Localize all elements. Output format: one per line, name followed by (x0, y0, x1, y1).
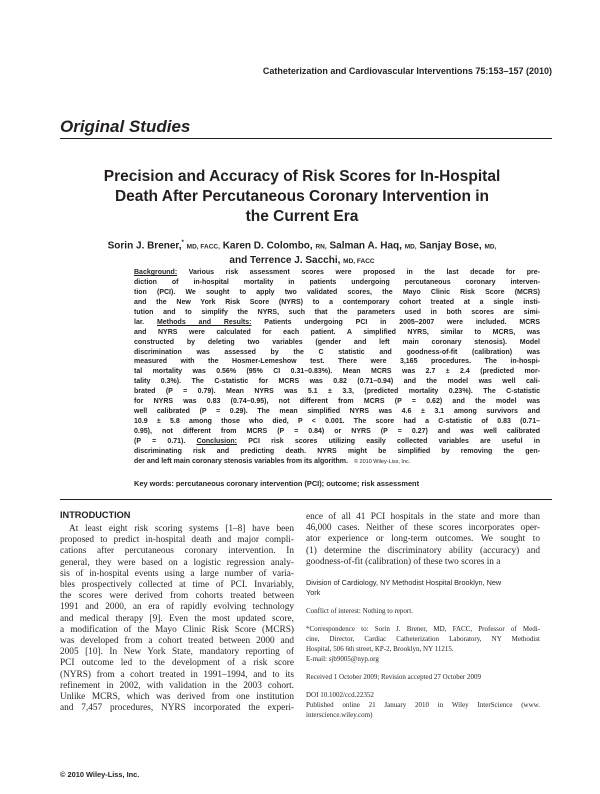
body-line: and medical therapy [9]. Even the most updated score, (60, 613, 294, 624)
body-line: ence of all 41 PCI hospitals in the state and more than (306, 512, 540, 522)
section-rule (60, 138, 552, 139)
affiliation (306, 578, 540, 598)
affiliation-line: York (306, 588, 321, 597)
body-line: Unlike MCRS, which was derived from one institution (60, 692, 294, 703)
abstract-line: 0.95), not different from MCRS (P = 0.84) or NYRS (P = 0.27) and was well calibrated (134, 428, 540, 435)
abstract-line: (P = 0.71). (134, 437, 186, 445)
abstract-line: 10.9 ± 5.8 among those who died, P < 0.001. The score had a C-statistic of 0.83 (0.71– (134, 418, 540, 426)
abstract-line: Patients undergoing PCI in 2005–2007 were included. MCRS (251, 318, 540, 326)
abstract-line: tution and to simplify the NYRS, such that the parameters used in both scores are simi- (134, 308, 540, 316)
body-line: a modification of the Mayo Clinic Risk Score (MCRS) (60, 624, 294, 635)
body-line: was developed from a cohort treated between 2000 and (60, 636, 294, 647)
abstract (134, 268, 540, 467)
abstract-conclusion-label: Conclusion: (196, 437, 238, 445)
abstract-line: discriminating risk and predicting death. NYRS might be simplified by removing the gen- (134, 447, 540, 455)
footnotes (306, 578, 540, 720)
correspondence-email[interactable]: E-mail: sjb9005@nyp.org (306, 655, 379, 663)
body-line: and 7,457 procedures, NYRS incorporated the experi- (60, 703, 294, 714)
body-line: the scores were derived from cohorts treated between (60, 591, 294, 602)
keywords-rule (60, 499, 552, 500)
author-name: Sorin J. Brener, (107, 240, 182, 252)
abstract-line: discrimination was assessed by the C statistic and goodness-of-fit (calibration) was (134, 348, 540, 356)
abstract-methods-label: Methods and Results: (156, 318, 252, 326)
article-title (64, 167, 540, 227)
author-degree: MD, (484, 243, 497, 251)
abstract-line: tality 0.3%). The C-statistic for MCRS was 0.82 (0.71–0.94) and the model was well cali- (134, 378, 540, 386)
keywords-label: Key words: (134, 479, 174, 488)
abstract-line: PCI risk scores utilizing easily collected variables are useful in (237, 437, 540, 445)
correspondence (306, 624, 540, 654)
body-line: cations after percutaneous coronary intervention. In (60, 546, 294, 557)
abstract-background-label: Background: (134, 269, 178, 276)
body-line: PCI outcome led to the development of a risk score (60, 658, 294, 669)
author-name: Karen D. Colombo, (222, 240, 313, 252)
abstract-line: tion (PCI). We sought to apply two validated scores, the Mayo Clinic Risk Score (MCRS) (134, 288, 540, 296)
author-name: Salman A. Haq, (329, 240, 402, 252)
corresponding-mark: * (181, 240, 184, 246)
body-column-right (306, 512, 540, 568)
author-degree: MD, FACC, (186, 243, 220, 251)
body-line: 2005 [10]. In New York State, mandatory reporting of (60, 647, 294, 658)
body-line: (1) determine the discriminatory ability (accuracy) and (306, 545, 540, 556)
body-line: 1991 and 2000, an era of rapidly evolving technology (60, 602, 294, 613)
abstract-line: constructed by deleting two variables (gender and left main coronary stenosis). Model (134, 338, 540, 346)
body-line: ator experience or long-term outcomes. We sought to (306, 534, 540, 545)
correspondence-line: Hospital, 506 6th street, KP-2, Brooklyn, NY 11215. (306, 645, 454, 653)
body-line: 46,000 cases. Neither of these scores incorporates oper- (306, 523, 540, 534)
abstract-line: and NYRS were calculated for each patient. A simplified NYRS, similar to MCRS, was (134, 328, 540, 336)
doi: DOI 10.1002/ccd.22352 (306, 691, 374, 699)
received-dates: Received 1 October 2009; Revision accepted 27 October 2009 (306, 673, 481, 681)
introduction-heading: INTRODUCTION (60, 510, 131, 520)
author-name: Sanjay Bose, (419, 240, 482, 252)
body-column-left (60, 524, 294, 714)
journal-reference: Catheterization and Cardiovascular Interventions 75:153–157 (2010) (262, 66, 552, 76)
published-online (306, 700, 540, 720)
body-line: goodness-of-fit (calibration) of these two scores in a (306, 556, 501, 567)
body-line: general, they were based on a logistic regression analy- (60, 557, 294, 568)
abstract-line: tal mortality was 0.56% (95% CI 0.31–0.83%). Mean MCRS was 2.7 ± 2.4 (predicted mor- (134, 368, 540, 376)
title-line: Precision and Accuracy of Risk Scores for In-Hospital (103, 168, 501, 185)
section-heading: Original Studies (60, 117, 191, 136)
abstract-line: diction of in-hospital mortality in patients undergoing percutaneous coronary interven- (134, 278, 540, 286)
abstract-line: Various risk assessment scores were proposed in the last decade for pre- (177, 269, 540, 276)
body-line: refinement in 2002, with validation in the 2003 cohort. (60, 680, 294, 691)
body-line: proposed to predict in-hospital death and major compli- (60, 535, 294, 546)
author-list (70, 237, 534, 268)
abstract-line: measured with the Hosmer-Lemeshow test. There were 3,165 procedures. The in-hospi- (134, 358, 540, 366)
abstract-line: and the New York Risk Score (NYRS) to a contemporary cohort treated at a single insti- (134, 298, 540, 306)
author-degree: MD, (404, 243, 417, 251)
abstract-line: well calibrated (P = 0.29). The mean simplified NYRS was 4.6 ± 3.1 among survivors and (134, 408, 540, 416)
keywords-text: percutaneous coronary intervention (PCI); outcome; risk assessment (173, 479, 420, 488)
correspondence-line: *Correspondence to: Sorin J. Brener, MD, FACC, Professor of Medi- (306, 625, 540, 633)
affiliation-line: Division of Cardiology, NY Methodist Hospital Brooklyn, New (306, 578, 502, 587)
correspondence-line: cine, Director, Cardiac Catheterization Laboratory, NY Methodist (306, 635, 540, 643)
body-line: At least eight risk scoring systems [1–8] have been (69, 524, 294, 534)
body-line: bles prospectively collected at time of PCI. Invariably, (60, 580, 294, 591)
conflict-statement: Conflict of interest: Nothing to report. (306, 607, 413, 615)
body-line: sis of in-hospital events using a large number of varia- (60, 568, 294, 579)
abstract-line: lar. (134, 318, 145, 326)
abstract-line: der and left main coronary stenosis variables from its algorithm. (134, 457, 348, 465)
title-line: Death After Percutaneous Coronary Intervention in (114, 188, 490, 205)
published-line: interscience.wiley.com) (306, 711, 373, 719)
title-line: the Current Era (245, 208, 359, 225)
author-name: Terrence J. Sacchi, (249, 254, 341, 266)
published-line: Published online 21 January 2010 in Wiley InterScience (www. (306, 701, 540, 709)
abstract-line: brated (P = 0.79). Mean NYRS was 5.1 ± 3.3, (predicted mortality 0.23%). The C-statistic (134, 388, 540, 396)
body-line: (NYRS) from a cohort treated in 1991–1994, and to its (60, 669, 294, 680)
keywords (134, 479, 540, 488)
page-footer-copyright: © 2010 Wiley-Liss, Inc. (60, 770, 140, 779)
author-and: and (229, 254, 248, 266)
author-degree: MD, FACC (343, 257, 375, 265)
author-degree: RN, (315, 243, 327, 251)
abstract-copyright: © 2010 Wiley-Liss, Inc. (353, 458, 411, 465)
abstract-line: for NYRS was 0.83 (0.74–0.95), not different from MCRS (P = 0.62) and the model was (134, 398, 540, 406)
